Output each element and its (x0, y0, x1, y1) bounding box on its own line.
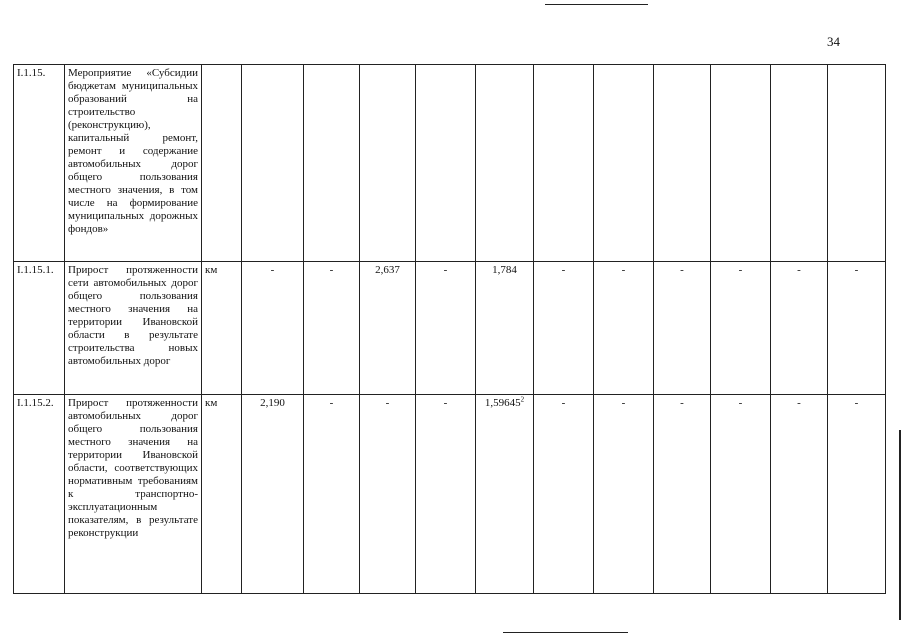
row-value (304, 65, 360, 262)
row-value-with-footnote (476, 395, 534, 594)
row-value (534, 65, 594, 262)
row-value: - (534, 395, 594, 594)
row-value: - (360, 395, 416, 594)
scan-artifact-edge (899, 430, 901, 620)
scan-artifact-bottom (503, 632, 628, 633)
row-value (828, 65, 886, 262)
row-number: I.1.15. (14, 65, 65, 262)
row-description: Прирост протяженности сети автомобильных дорог общего пользования местного значения на территории Ивановской области в результате строительства новых автомобильных дорог (65, 262, 202, 395)
row-value: - (828, 262, 886, 395)
indicator-table (13, 64, 886, 594)
page-number: 34 (827, 34, 840, 49)
row-value: - (242, 262, 304, 395)
row-value: - (534, 262, 594, 395)
row-value: - (828, 395, 886, 594)
row-value: - (594, 262, 654, 395)
row-value: - (416, 262, 476, 395)
row-description: Прирост протяженности автомобильных дорог общего пользования местного значения на территории Ивановской области, соответствующих нормативным требованиям к транспортно-эксплуатационным показателям, в результате реконструкции (65, 395, 202, 594)
scan-artifact-top (545, 4, 648, 5)
row-value: 1,784 (476, 262, 534, 395)
footnote-marker: 2 (520, 395, 525, 404)
row-value: - (711, 262, 771, 395)
row-number: I.1.15.2. (14, 395, 65, 594)
table-row (14, 65, 886, 262)
row-value: - (654, 262, 711, 395)
row-value (654, 65, 711, 262)
row-value (711, 65, 771, 262)
row-value: - (771, 262, 828, 395)
row-value (594, 65, 654, 262)
row-unit: км (202, 262, 242, 395)
row-description: Мероприятие «Субсидии бюджетам муниципальных образований на строительство (реконструкцию), капитальный ремонт, ремонт и содержание автомобильных дорог общего пользования местного значения, в том числе на формирование муниципальных дорожных фондов» (65, 65, 202, 262)
row-value: - (304, 395, 360, 594)
row-unit (202, 65, 242, 262)
value-text: 1,59645 (484, 397, 521, 409)
row-unit: км (202, 395, 242, 594)
row-value (416, 65, 476, 262)
table-row (14, 395, 886, 594)
row-value: 2,190 (242, 395, 304, 594)
row-value (476, 65, 534, 262)
row-value: - (594, 395, 654, 594)
row-value: 2,637 (360, 262, 416, 395)
row-value: - (771, 395, 828, 594)
row-value: - (416, 395, 476, 594)
row-value (771, 65, 828, 262)
row-value (360, 65, 416, 262)
row-value: - (711, 395, 771, 594)
row-number: I.1.15.1. (14, 262, 65, 395)
table-row (14, 262, 886, 395)
row-value: - (654, 395, 711, 594)
row-value: - (304, 262, 360, 395)
row-value (242, 65, 304, 262)
